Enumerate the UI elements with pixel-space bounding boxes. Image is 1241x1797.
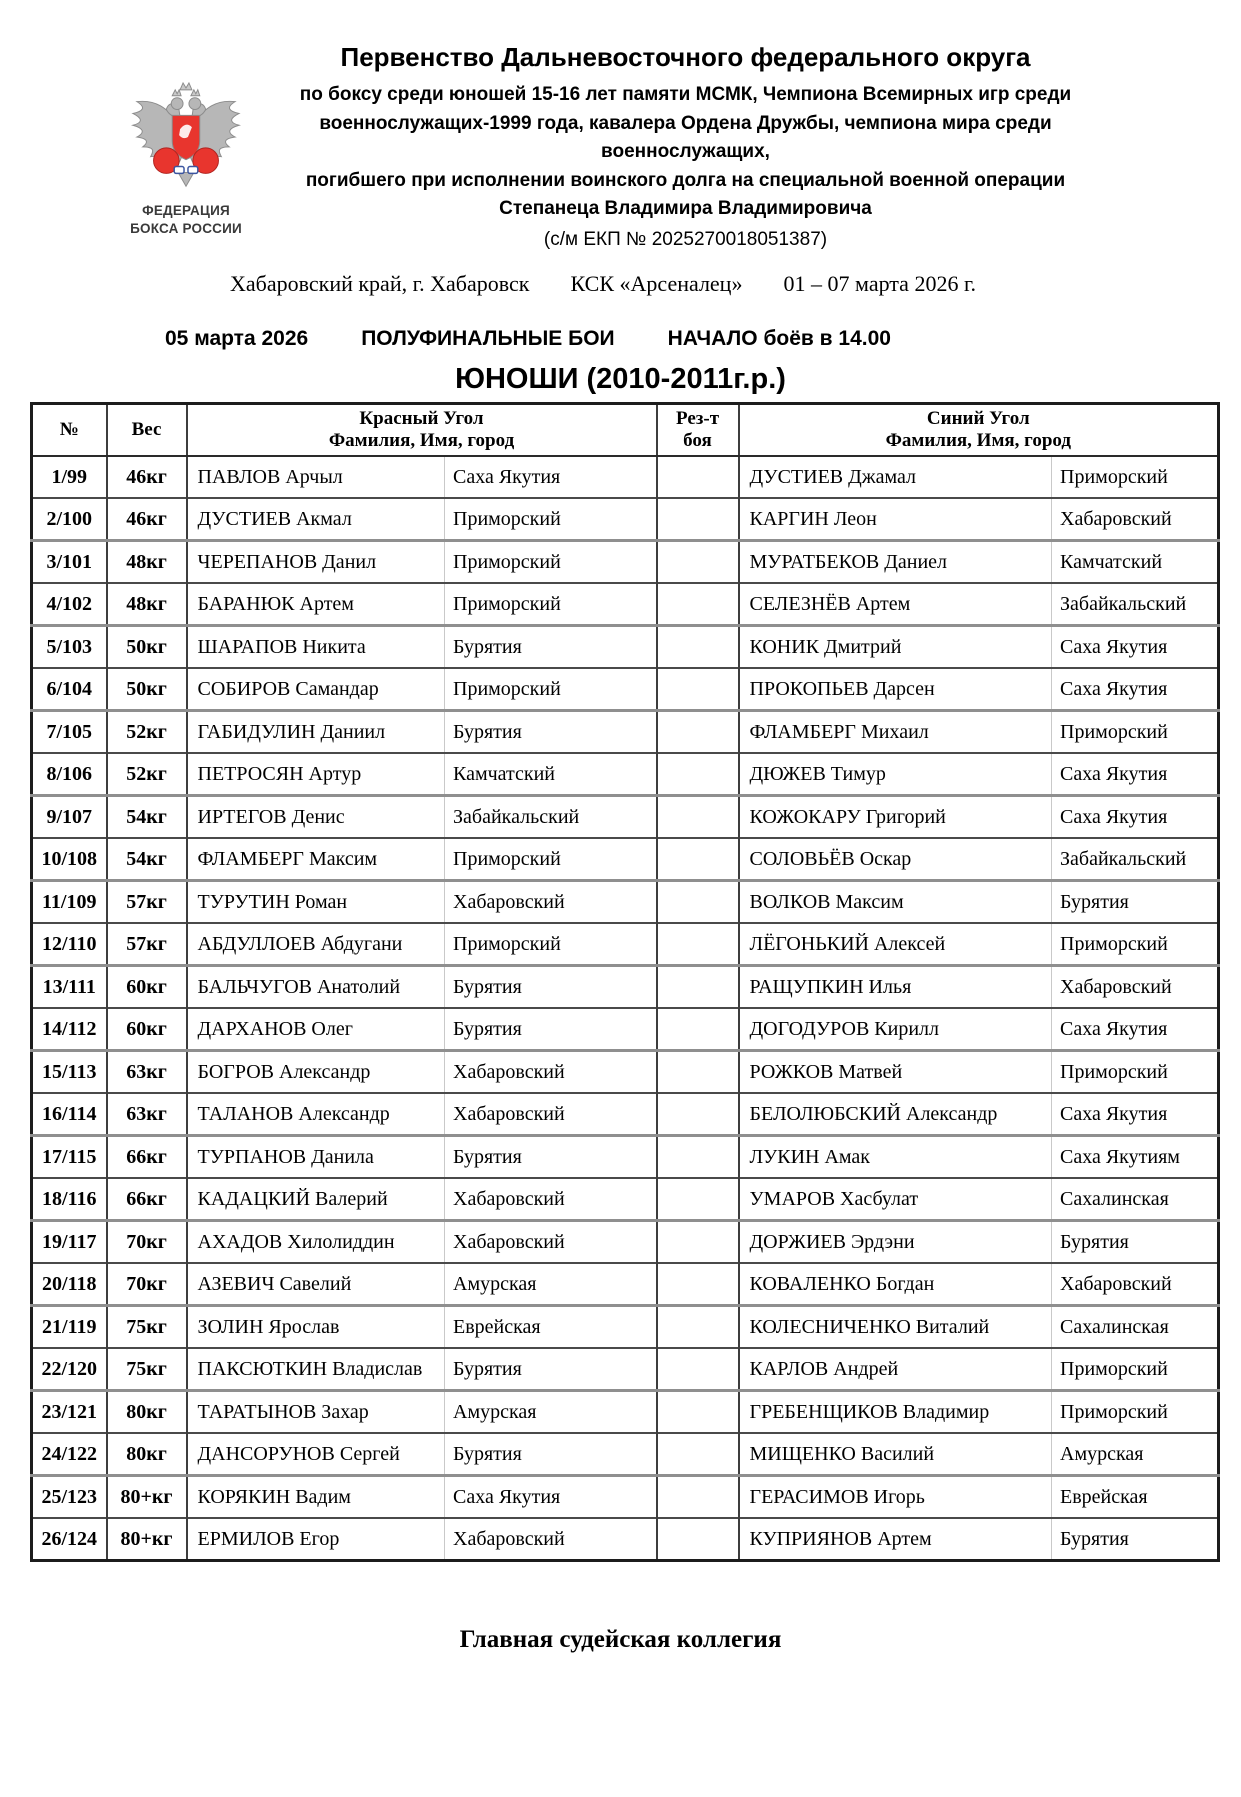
category-title: ЮНОШИ (2010-2011г.р.) <box>455 362 786 395</box>
red-corner-city: Амурская <box>445 1263 657 1306</box>
blue-corner-city: Саха Якутия <box>1052 668 1219 711</box>
red-corner-city: Хабаровский <box>445 1093 657 1136</box>
bout-number: 24/122 <box>32 1433 107 1476</box>
bout-result <box>657 1306 739 1349</box>
weight-class: 46кг <box>107 456 187 498</box>
red-corner-city: Приморский <box>445 583 657 626</box>
weight-class: 66кг <box>107 1178 187 1221</box>
blue-corner-city: Саха Якутия <box>1052 753 1219 796</box>
blue-corner-name: ФЛАМБЕРГ Михаил <box>739 711 1052 754</box>
blue-corner-name: КАРЛОВ Андрей <box>739 1348 1052 1391</box>
table-row <box>32 796 1219 839</box>
blue-corner-name: ДОРЖИЕВ Эрдэни <box>739 1221 1052 1264</box>
weight-class: 63кг <box>107 1051 187 1094</box>
document-header <box>250 42 1121 251</box>
tournament-subtitle-line1: по боксу среди юношей 15-16 лет памяти МСМК, Чемпиона Всемирных игр среди <box>299 84 1072 105</box>
bout-result <box>657 1008 739 1051</box>
session-date: 05 марта 2026 <box>165 326 309 350</box>
red-corner-name: ТУРУТИН Роман <box>187 881 445 924</box>
red-corner-city: Бурятия <box>445 1348 657 1391</box>
red-corner-city: Саха Якутия <box>445 456 657 498</box>
blue-corner-city: Бурятия <box>1052 1518 1219 1561</box>
bout-number: 18/116 <box>32 1178 107 1221</box>
table-row <box>32 1008 1219 1051</box>
session-start-time: НАЧАЛО боёв в 14.00 <box>667 326 891 350</box>
table-row <box>32 1051 1219 1094</box>
blue-corner-city: Хабаровский <box>1052 966 1219 1009</box>
blue-corner-city: Саха Якутиям <box>1052 1136 1219 1179</box>
red-corner-name: КОРЯКИН Вадим <box>187 1476 445 1519</box>
bout-result <box>657 1263 739 1306</box>
red-corner-name: СОБИРОВ Самандар <box>187 668 445 711</box>
blue-corner-name: КОЛЕСНИЧЕНКО Виталий <box>739 1306 1052 1349</box>
session-stage: ПОЛУФИНАЛЬНЫЕ БОИ <box>361 326 615 350</box>
bout-number: 14/112 <box>32 1008 107 1051</box>
red-corner-name: АБДУЛЛОЕВ Абдугани <box>187 923 445 966</box>
blue-corner-name: ЛЁГОНЬКИЙ Алексей <box>739 923 1052 966</box>
red-corner-name: ТУРПАНОВ Данила <box>187 1136 445 1179</box>
table-row <box>32 1518 1219 1561</box>
bout-number: 5/103 <box>32 626 107 669</box>
bout-number: 8/106 <box>32 753 107 796</box>
table-row <box>32 541 1219 584</box>
red-corner-name: ПАВЛОВ Арчыл <box>187 456 445 498</box>
red-corner-city: Бурятия <box>445 1433 657 1476</box>
table-row <box>32 711 1219 754</box>
red-corner-city: Приморский <box>445 668 657 711</box>
blue-corner-name: СЕЛЕЗНЁВ Артем <box>739 583 1052 626</box>
logo-org-line2: БОКСА РОССИИ <box>130 220 242 236</box>
col-header-weight: Вес <box>107 403 187 456</box>
blue-corner-city: Бурятия <box>1052 881 1219 924</box>
weight-class: 50кг <box>107 626 187 669</box>
blue-corner-city: Сахалинская <box>1052 1306 1219 1349</box>
blue-corner-name: КАРГИН Леон <box>739 498 1052 541</box>
table-row <box>32 881 1219 924</box>
weight-class: 75кг <box>107 1348 187 1391</box>
bout-result <box>657 456 739 498</box>
weight-class: 50кг <box>107 668 187 711</box>
weight-class: 80кг <box>107 1433 187 1476</box>
blue-corner-city: Хабаровский <box>1052 1263 1219 1306</box>
bout-result <box>657 1093 739 1136</box>
bout-number: 2/100 <box>32 498 107 541</box>
red-corner-name: ТАРАТЫНОВ Захар <box>187 1391 445 1434</box>
blue-corner-name: КУПРИЯНОВ Артем <box>739 1518 1052 1561</box>
blue-corner-city: Камчатский <box>1052 541 1219 584</box>
red-corner-name: ДАРХАНОВ Олег <box>187 1008 445 1051</box>
tournament-subtitle-line3: погибшего при исполнении воинского долга на специальной военной операции <box>305 169 1066 191</box>
session-line <box>0 327 1241 351</box>
venue-dates: 01 – 07 марта 2026 г. <box>783 270 976 296</box>
bout-result <box>657 1348 739 1391</box>
weight-class: 57кг <box>107 923 187 966</box>
bout-result <box>657 498 739 541</box>
bout-number: 20/118 <box>32 1263 107 1306</box>
blue-corner-city: Саха Якутия <box>1052 796 1219 839</box>
weight-class: 46кг <box>107 498 187 541</box>
bout-rows <box>32 456 1219 1561</box>
blue-corner-name: МИЩЕНКО Василий <box>739 1433 1052 1476</box>
table-row <box>32 1391 1219 1434</box>
bout-number: 26/124 <box>32 1518 107 1561</box>
bout-number: 16/114 <box>32 1093 107 1136</box>
weight-class: 80+кг <box>107 1518 187 1561</box>
table-row <box>32 1263 1219 1306</box>
weight-class: 70кг <box>107 1221 187 1264</box>
blue-corner-name: ДУСТИЕВ Джамал <box>739 456 1052 498</box>
red-corner-city: Бурятия <box>445 626 657 669</box>
bout-result <box>657 1178 739 1221</box>
table-row <box>32 1433 1219 1476</box>
bout-result <box>657 1433 739 1476</box>
red-corner-name: ДУСТИЕВ Акмал <box>187 498 445 541</box>
blue-corner-name: ВОЛКОВ Максим <box>739 881 1052 924</box>
bout-number: 1/99 <box>32 456 107 498</box>
bout-result <box>657 881 739 924</box>
bout-number: 19/117 <box>32 1221 107 1264</box>
bout-result <box>657 966 739 1009</box>
blue-corner-city: Забайкальский <box>1052 583 1219 626</box>
blue-corner-name: БЕЛОЛЮБСКИЙ Александр <box>739 1093 1052 1136</box>
red-corner-name: ШАРАПОВ Никита <box>187 626 445 669</box>
table-row <box>32 966 1219 1009</box>
col-header-red-corner: Красный Угол Фамилия, Имя, город <box>187 403 657 456</box>
blue-corner-city: Саха Якутия <box>1052 626 1219 669</box>
weight-class: 48кг <box>107 541 187 584</box>
blue-corner-city: Саха Якутия <box>1052 1008 1219 1051</box>
blue-corner-city: Амурская <box>1052 1433 1219 1476</box>
red-corner-name: БАЛЬЧУГОВ Анатолий <box>187 966 445 1009</box>
red-corner-city: Камчатский <box>445 753 657 796</box>
bout-result <box>657 583 739 626</box>
red-corner-city: Хабаровский <box>445 1051 657 1094</box>
blue-corner-city: Бурятия <box>1052 1221 1219 1264</box>
red-corner-city: Хабаровский <box>445 1178 657 1221</box>
red-corner-name: БАРАНЮК Артем <box>187 583 445 626</box>
red-corner-name: КАДАЦКИЙ Валерий <box>187 1178 445 1221</box>
bout-number: 3/101 <box>32 541 107 584</box>
bout-number: 22/120 <box>32 1348 107 1391</box>
weight-class: 54кг <box>107 796 187 839</box>
blue-corner-city: Еврейская <box>1052 1476 1219 1519</box>
blue-corner-city: Хабаровский <box>1052 498 1219 541</box>
weight-class: 60кг <box>107 1008 187 1051</box>
bout-result <box>657 1136 739 1179</box>
bout-result <box>657 796 739 839</box>
table-row <box>32 753 1219 796</box>
weight-class: 48кг <box>107 583 187 626</box>
red-corner-city: Бурятия <box>445 1136 657 1179</box>
blue-corner-name: ЛУКИН Амак <box>739 1136 1052 1179</box>
weight-class: 63кг <box>107 1093 187 1136</box>
red-corner-name: ЧЕРЕПАНОВ Данил <box>187 541 445 584</box>
red-corner-name: АЗЕВИЧ Савелий <box>187 1263 445 1306</box>
red-corner-name: ГАБИДУЛИН Даниил <box>187 711 445 754</box>
red-corner-city: Хабаровский <box>445 1221 657 1264</box>
bout-number: 6/104 <box>32 668 107 711</box>
col-header-result: Рез-т боя <box>657 403 739 456</box>
tournament-title: Первенство Дальневосточного федерального округа <box>340 42 1031 72</box>
weight-class: 57кг <box>107 881 187 924</box>
red-corner-name: ЗОЛИН Ярослав <box>187 1306 445 1349</box>
blue-corner-name: УМАРОВ Хасбулат <box>739 1178 1052 1221</box>
table-row <box>32 668 1219 711</box>
table-row <box>32 1178 1219 1221</box>
bout-result <box>657 838 739 881</box>
bout-result <box>657 541 739 584</box>
red-corner-name: ЕРМИЛОВ Егор <box>187 1518 445 1561</box>
red-corner-city: Бурятия <box>445 1008 657 1051</box>
blue-corner-city: Сахалинская <box>1052 1178 1219 1221</box>
table-row <box>32 583 1219 626</box>
table-row <box>32 626 1219 669</box>
blue-corner-city: Приморский <box>1052 456 1219 498</box>
red-corner-city: Забайкальский <box>445 796 657 839</box>
ekp-number: (с/м ЕКП № 2025270018051387) <box>543 228 828 250</box>
blue-corner-name: РАЩУПКИН Илья <box>739 966 1052 1009</box>
blue-corner-name: ДОГОДУРОВ Кирилл <box>739 1008 1052 1051</box>
blue-corner-name: ДЮЖЕВ Тимур <box>739 753 1052 796</box>
bout-number: 11/109 <box>32 881 107 924</box>
table-row <box>32 456 1219 498</box>
blue-corner-name: ГРЕБЕНЩИКОВ Владимир <box>739 1391 1052 1434</box>
bout-result <box>657 1476 739 1519</box>
table-row <box>32 1221 1219 1264</box>
red-corner-name: ИРТЕГОВ Денис <box>187 796 445 839</box>
red-corner-city: Приморский <box>445 498 657 541</box>
bout-number: 9/107 <box>32 796 107 839</box>
table-row <box>32 1093 1219 1136</box>
red-corner-name: ФЛАМБЕРГ Максим <box>187 838 445 881</box>
blue-corner-city: Приморский <box>1052 923 1219 966</box>
bout-result <box>657 668 739 711</box>
bout-result <box>657 1221 739 1264</box>
red-corner-city: Амурская <box>445 1391 657 1434</box>
boxing-federation-eagle-icon <box>116 78 256 200</box>
venue-arena: КСК «Арсеналец» <box>570 270 743 296</box>
col-header-blue-corner: Синий Угол Фамилия, Имя, город <box>739 403 1219 456</box>
bout-result <box>657 1518 739 1561</box>
blue-corner-city: Приморский <box>1052 1348 1219 1391</box>
red-corner-name: ПЕТРОСЯН Артур <box>187 753 445 796</box>
blue-corner-name: МУРАТБЕКОВ Даниел <box>739 541 1052 584</box>
red-corner-city: Саха Якутия <box>445 1476 657 1519</box>
weight-class: 75кг <box>107 1306 187 1349</box>
bout-number: 23/121 <box>32 1391 107 1434</box>
table-row <box>32 1476 1219 1519</box>
weight-class: 54кг <box>107 838 187 881</box>
table-header <box>32 403 1219 456</box>
blue-corner-name: ГЕРАСИМОВ Игорь <box>739 1476 1052 1519</box>
weight-class: 60кг <box>107 966 187 1009</box>
venue-location: Хабаровский край, г. Хабаровск <box>230 270 530 296</box>
blue-corner-name: КОЖОКАРУ Григорий <box>739 796 1052 839</box>
weight-class: 66кг <box>107 1136 187 1179</box>
bout-number: 21/119 <box>32 1306 107 1349</box>
table-row <box>32 1136 1219 1179</box>
tournament-subtitle-line2: военнослужащих-1999 года, кавалера Ордена Дружбы, чемпиона мира среди военнослужащих, <box>319 112 1052 162</box>
logo-org-line1: ФЕДЕРАЦИЯ <box>142 203 230 218</box>
red-corner-city: Бурятия <box>445 966 657 1009</box>
bout-number: 10/108 <box>32 838 107 881</box>
judges-panel-signature: Главная судейская коллегия <box>459 1626 782 1654</box>
red-corner-city: Хабаровский <box>445 881 657 924</box>
blue-corner-name: СОЛОВЬЁВ Оскар <box>739 838 1052 881</box>
venue-line <box>0 271 1241 297</box>
col-header-no: № <box>32 403 107 456</box>
weight-class: 52кг <box>107 753 187 796</box>
table-row <box>32 498 1219 541</box>
bout-result <box>657 753 739 796</box>
blue-corner-city: Саха Якутия <box>1052 1093 1219 1136</box>
blue-corner-city: Приморский <box>1052 1391 1219 1434</box>
weight-class: 70кг <box>107 1263 187 1306</box>
red-corner-name: ТАЛАНОВ Александр <box>187 1093 445 1136</box>
blue-corner-city: Приморский <box>1052 1051 1219 1094</box>
red-corner-name: АХАДОВ Хилолиддин <box>187 1221 445 1264</box>
bout-number: 4/102 <box>32 583 107 626</box>
red-corner-name: ПАКСЮТКИН Владислав <box>187 1348 445 1391</box>
blue-corner-city: Приморский <box>1052 711 1219 754</box>
bout-number: 17/115 <box>32 1136 107 1179</box>
bout-number: 13/111 <box>32 966 107 1009</box>
weight-class: 80кг <box>107 1391 187 1434</box>
blue-corner-name: РОЖКОВ Матвей <box>739 1051 1052 1094</box>
bout-result <box>657 1051 739 1094</box>
bout-result <box>657 1391 739 1434</box>
weight-class: 52кг <box>107 711 187 754</box>
federation-logo <box>116 78 256 237</box>
red-corner-city: Бурятия <box>445 711 657 754</box>
weight-class: 80+кг <box>107 1476 187 1519</box>
blue-corner-name: КОВАЛЕНКО Богдан <box>739 1263 1052 1306</box>
red-corner-city: Приморский <box>445 923 657 966</box>
tournament-subtitle-line4: Степанеца Владимира Владимировича <box>499 198 872 219</box>
blue-corner-name: КОНИК Дмитрий <box>739 626 1052 669</box>
red-corner-name: ДАНСОРУНОВ Сергей <box>187 1433 445 1476</box>
blue-corner-city: Забайкальский <box>1052 838 1219 881</box>
bout-result <box>657 626 739 669</box>
bout-result <box>657 923 739 966</box>
red-corner-city: Приморский <box>445 541 657 584</box>
bout-number: 12/110 <box>32 923 107 966</box>
red-corner-name: БОГРОВ Александр <box>187 1051 445 1094</box>
bout-number: 7/105 <box>32 711 107 754</box>
red-corner-city: Приморский <box>445 838 657 881</box>
table-row <box>32 838 1219 881</box>
blue-corner-name: ПРОКОПЬЕВ Дарсен <box>739 668 1052 711</box>
table-row <box>32 1306 1219 1349</box>
bout-number: 25/123 <box>32 1476 107 1519</box>
bout-number: 15/113 <box>32 1051 107 1094</box>
bouts-table <box>30 402 1220 1563</box>
red-corner-city: Еврейская <box>445 1306 657 1349</box>
red-corner-city: Хабаровский <box>445 1518 657 1561</box>
table-row <box>32 923 1219 966</box>
bout-result <box>657 711 739 754</box>
table-row <box>32 1348 1219 1391</box>
